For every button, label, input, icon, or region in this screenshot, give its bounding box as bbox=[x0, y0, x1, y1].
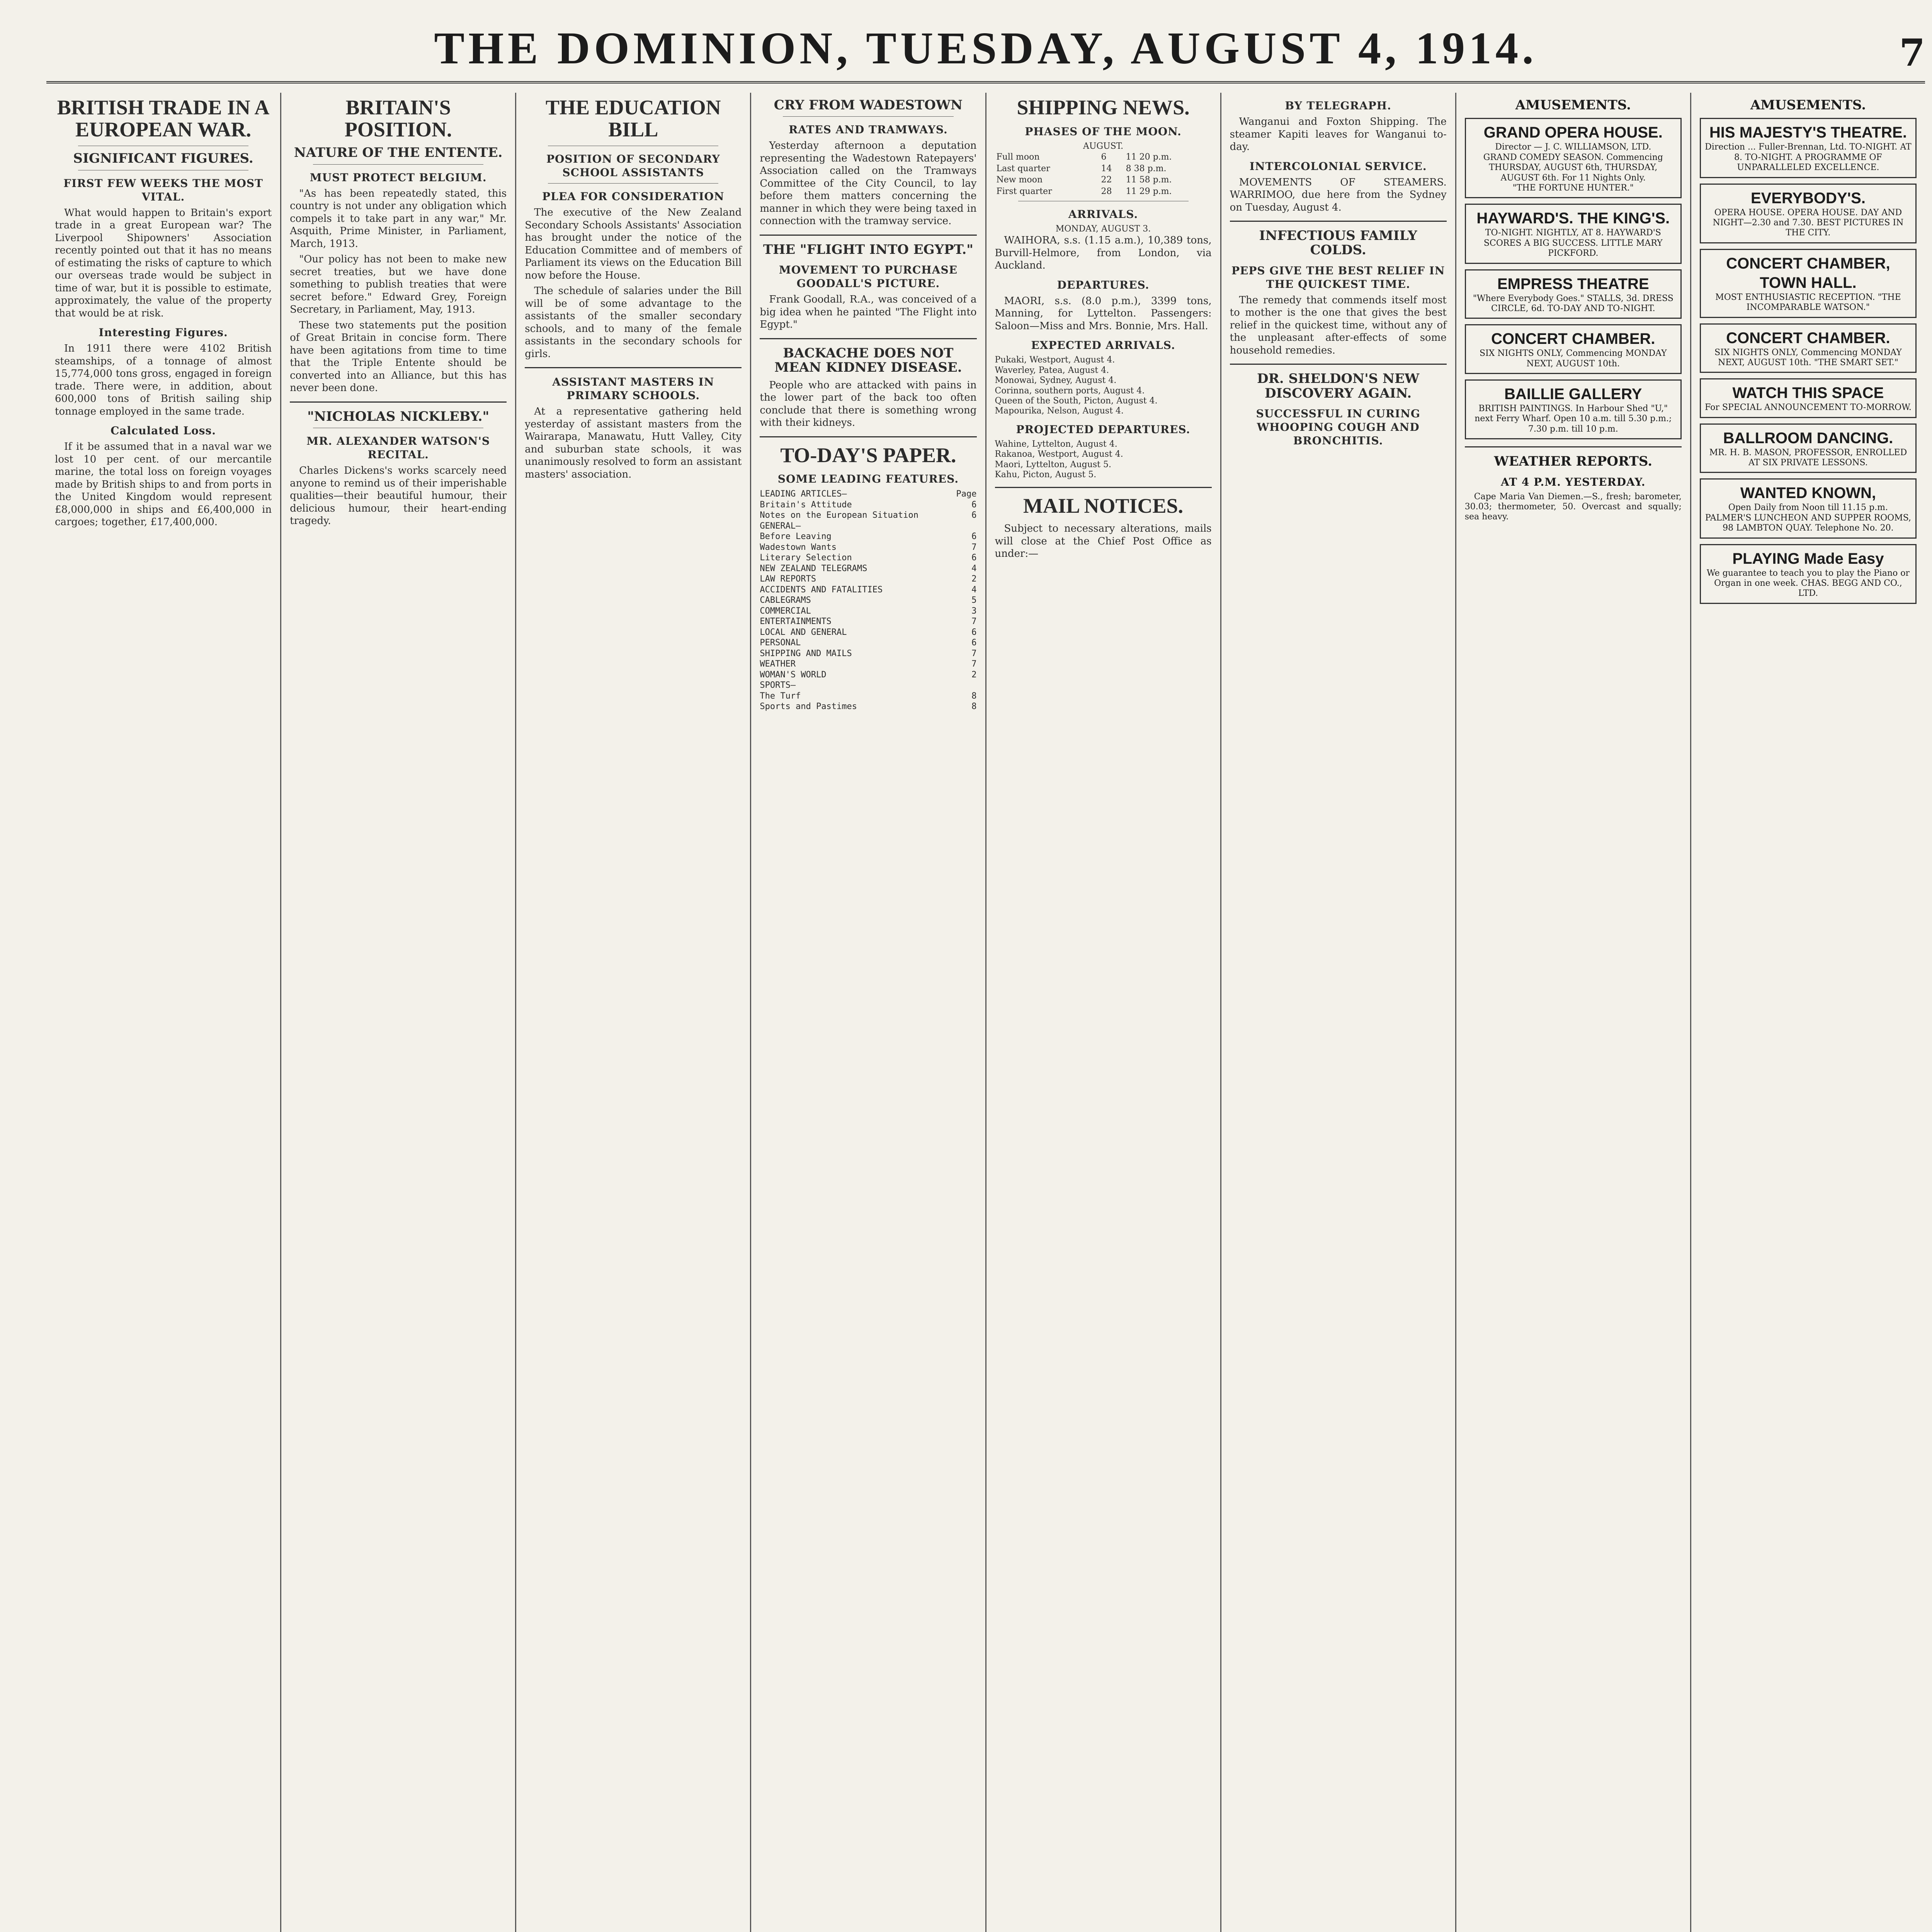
article-paragraph: "As has been repeatedly stated, this country is not under any obligation which compels it to take part in any war," Mr. Asquith, Prime Minister, in Parliament, March, 1913. bbox=[290, 187, 507, 250]
ad-title: GRAND OPERA HOUSE. bbox=[1483, 124, 1663, 141]
feature-label: Literary Selection bbox=[760, 553, 852, 563]
feature-page: 6 bbox=[971, 553, 977, 563]
feature-page: 2 bbox=[971, 670, 977, 680]
moon-phase: Last quarter bbox=[996, 163, 1050, 173]
section-heading-amusements: AMUSEMENTS. bbox=[1750, 97, 1866, 113]
ad-town-hall bbox=[1700, 249, 1917, 318]
headline-todays-paper: TO-DAY'S PAPER. bbox=[780, 443, 956, 467]
feature-row bbox=[760, 563, 976, 574]
projected-item: Kahu, Picton, August 5. bbox=[995, 469, 1097, 480]
headline-british-trade: BRITISH TRADE IN A EUROPEAN WAR. bbox=[57, 96, 270, 141]
feature-row bbox=[760, 659, 976, 670]
feature-label: COMMERCIAL bbox=[760, 606, 811, 616]
feature-label: GENERAL— bbox=[760, 521, 801, 531]
feature-label: LEADING ARTICLES— bbox=[760, 489, 847, 499]
headline-education-bill: THE EDUCATION BILL bbox=[546, 96, 721, 141]
feature-label: WOMAN'S WORLD bbox=[760, 670, 827, 680]
feature-page: 6 bbox=[971, 510, 977, 520]
moon-phase: Full moon bbox=[996, 152, 1040, 162]
ad-line: Director — J. C. WILLIAMSON, LTD. bbox=[1495, 142, 1651, 152]
feature-row bbox=[760, 489, 976, 500]
masthead bbox=[46, 15, 1925, 83]
moon-row bbox=[995, 163, 1212, 175]
departure-entry: MAORI, s.s. (8.0 p.m.), 3399 tons, Manning, for Lyttelton. Passengers: Saloon—Miss and Mrs. Bonnie, Mrs. Hall. bbox=[995, 295, 1212, 332]
subhead-first-weeks: FIRST FEW WEEKS THE MOST VITAL. bbox=[63, 177, 263, 203]
ad-body: GRAND COMEDY SEASON. Commencing THURSDAY, AUGUST 6th, THURSDAY, AUGUST 6th. For 11 Nights Only. bbox=[1483, 152, 1663, 183]
subhead-goodall-picture: MOVEMENT TO PURCHASE GOODALL'S PICTURE. bbox=[779, 264, 958, 290]
expected-item: Mapourika, Nelson, August 4. bbox=[995, 406, 1124, 416]
ad-body: We guarantee to teach you to play the Piano or Organ in one week. CHAS. BEGG AND CO., LTD. bbox=[1706, 568, 1910, 599]
divider bbox=[313, 164, 483, 165]
feature-page: Page bbox=[956, 489, 977, 499]
ad-title: EMPRESS THEATRE bbox=[1497, 275, 1649, 293]
article-paragraph: Frank Goodall, R.A., was conceived of a big idea when he painted "The Flight into Egypt." bbox=[760, 294, 977, 331]
moon-time: 11 58 p.m. bbox=[1126, 175, 1172, 185]
ad-title: WATCH THIS SPACE bbox=[1732, 384, 1884, 402]
subhead-plea: PLEA FOR CONSIDERATION bbox=[542, 190, 724, 203]
feature-row bbox=[760, 638, 976, 648]
moon-date: 14 bbox=[1101, 163, 1112, 173]
moon-date: 6 bbox=[1101, 152, 1107, 162]
arrivals-date: MONDAY, AUGUST 3. bbox=[1055, 224, 1151, 234]
arrival-entry: WAIHORA, s.s. (1.15 a.m.), 10,389 tons, Burvill-Helmore, from London, via Auckland. bbox=[995, 235, 1212, 272]
projected-item: Wahine, Lyttelton, August 4. bbox=[995, 439, 1117, 449]
subhead-significant-figures: SIGNIFICANT FIGURES. bbox=[73, 151, 253, 167]
headline-mail-notices: MAIL NOTICES. bbox=[1023, 494, 1184, 518]
feature-label: Before Leaving bbox=[760, 532, 832, 542]
ad-watch-this-space bbox=[1700, 378, 1917, 418]
headline-nicholas-nickleby: "NICHOLAS NICKLEBY." bbox=[307, 408, 490, 424]
column-2 bbox=[281, 93, 516, 1932]
expected-item: Monowai, Sydney, August 4. bbox=[995, 376, 1117, 386]
moon-time: 11 20 p.m. bbox=[1126, 152, 1172, 162]
ad-play: "THE FORTUNE HUNTER." bbox=[1512, 183, 1634, 193]
ad-title: EVERYBODY'S. bbox=[1750, 189, 1866, 207]
feature-label: The Turf bbox=[760, 691, 801, 701]
ad-ballroom-dancing bbox=[1700, 423, 1917, 473]
feature-row bbox=[760, 574, 976, 585]
feature-label: ENTERTAINMENTS bbox=[760, 617, 832, 627]
subhead-leading-features: SOME LEADING FEATURES. bbox=[777, 473, 959, 486]
feature-label: LAW REPORTS bbox=[760, 574, 816, 584]
moon-time: 8 38 p.m. bbox=[1126, 163, 1167, 173]
feature-page: 6 bbox=[971, 500, 977, 510]
article-paragraph: Wanganui and Foxton Shipping. The steamer Kapiti leaves for Wanganui to-day. bbox=[1230, 116, 1447, 153]
subhead-whooping-cough: SUCCESSFUL IN CURING WHOOPING COUGH AND BRONCHITIS. bbox=[1256, 407, 1420, 447]
ad-body: For SPECIAL ANNOUNCEMENT TO-MORROW. bbox=[1705, 403, 1912, 413]
ad-body: SIX NIGHTS ONLY, Commencing MONDAY NEXT, AUGUST 10th. bbox=[1480, 349, 1667, 369]
moon-row bbox=[995, 174, 1212, 186]
ad-title: CONCERT CHAMBER. bbox=[1726, 329, 1890, 347]
feature-row bbox=[760, 500, 976, 510]
headline-flight-into-egypt: THE "FLIGHT INTO EGYPT." bbox=[763, 242, 973, 257]
feature-label: Wadestown Wants bbox=[760, 542, 837, 552]
moon-phase: New moon bbox=[996, 175, 1043, 185]
subhead-calculated-loss: Calculated Loss. bbox=[111, 424, 216, 437]
section-rule bbox=[525, 367, 742, 368]
ad-body: Open Daily from Noon till 11.15 p.m. PALMER'S LUNCHEON AND SUPPER ROOMS, 98 LAMBTON QUAY. Telephone No. 20. bbox=[1705, 503, 1912, 533]
feature-label: WEATHER bbox=[760, 659, 796, 669]
feature-row bbox=[760, 510, 976, 521]
subhead-departures: DEPARTURES. bbox=[1057, 278, 1150, 291]
article-paragraph: The schedule of salaries under the Bill will be of some advantage to the assistants of the smaller secondary schools, and to many of the female assistants in the secondary schools for girls. bbox=[525, 285, 742, 360]
feature-label: SHIPPING AND MAILS bbox=[760, 648, 852, 658]
column-1 bbox=[46, 93, 281, 1932]
feature-label: PERSONAL bbox=[760, 638, 801, 648]
headline-backache: BACKACHE DOES NOT MEAN KIDNEY DISEASE. bbox=[774, 345, 962, 376]
moon-row bbox=[995, 151, 1212, 163]
ad-haywards bbox=[1465, 204, 1682, 264]
article-paragraph: The executive of the New Zealand Secondary Schools Assistants' Association has brought under the notice of the Education Committee and of members of Parliament its views on the Education Bill now before the House. bbox=[525, 207, 742, 281]
feature-page: 7 bbox=[971, 648, 977, 658]
projected-list bbox=[995, 439, 1212, 480]
feature-page: 3 bbox=[971, 606, 977, 616]
article-paragraph: The remedy that commends itself most to mother is the one that gives the best relief in the quickest time, without any of the unpleasant after-effects of some household remedies. bbox=[1230, 294, 1447, 356]
section-rule bbox=[1230, 221, 1447, 222]
section-heading-amusements: AMUSEMENTS. bbox=[1515, 97, 1631, 113]
article-paragraph: MOVEMENTS OF STEAMERS. WARRIMOO, due here from the Sydney on Tuesday, August 4. bbox=[1230, 176, 1447, 213]
expected-item: Queen of the South, Picton, August 4. bbox=[995, 396, 1158, 406]
ad-title: HIS MAJESTY'S THEATRE. bbox=[1709, 124, 1907, 141]
feature-label: SPORTS— bbox=[760, 680, 796, 690]
feature-row bbox=[760, 616, 976, 627]
article-paragraph: What would happen to Britain's export trade in a great European war? The Liverpool Shipowners' Association recently pointed out that it has no means of estimating the risks of capture to which our overseas trade would be subject in time of war, but it is possible to estimate, approximately, the value of the property that would be at risk. bbox=[55, 207, 272, 319]
feature-page: 5 bbox=[971, 595, 977, 605]
ad-body: Direction ... Fuller-Brennan, Ltd. TO-NIGHT. AT 8. TO-NIGHT. A PROGRAMME OF UNPARALLELED EXCELLENCE. bbox=[1705, 142, 1912, 173]
moon-date: 28 bbox=[1101, 186, 1112, 196]
feature-row bbox=[760, 606, 976, 617]
column-4 bbox=[751, 93, 986, 1932]
moon-phase: First quarter bbox=[996, 186, 1052, 196]
feature-row bbox=[760, 627, 976, 638]
divider bbox=[783, 116, 953, 117]
feature-page: 7 bbox=[971, 542, 977, 552]
ad-wanted-known bbox=[1700, 478, 1917, 538]
ad-title: BALLROOM DANCING. bbox=[1723, 429, 1893, 447]
ad-baillie-gallery bbox=[1465, 379, 1682, 439]
feature-row bbox=[760, 531, 976, 542]
ad-body: TO-NIGHT. NIGHTLY, AT 8. HAYWARD'S SCORES A BIG SUCCESS. LITTLE MARY PICKFORD. bbox=[1483, 228, 1663, 259]
ad-body: "Where Everybody Goes." STALLS, 3d. DRESS CIRCLE, 6d. TO-DAY AND TO-NIGHT. bbox=[1473, 293, 1673, 313]
projected-item: Maori, Lyttelton, August 5. bbox=[995, 459, 1111, 469]
ad-his-majestys bbox=[1700, 118, 1917, 178]
article-paragraph: Charles Dickens's works scarcely need anyone to remind us of their imperishable qualities—their beautiful humour, their delicious humour, their heart-ending tragedy. bbox=[290, 465, 507, 527]
feature-row bbox=[760, 553, 976, 563]
subhead-watson-recital: MR. ALEXANDER WATSON'S RECITAL. bbox=[306, 435, 490, 461]
subhead-entente: NATURE OF THE ENTENTE. bbox=[294, 145, 503, 161]
column-7 bbox=[1456, 93, 1691, 1932]
newspaper-title: THE DOMINION, TUESDAY, AUGUST 4, 1914. bbox=[434, 23, 1537, 73]
feature-page: 6 bbox=[971, 627, 977, 637]
feature-label: NEW ZEALAND TELEGRAMS bbox=[760, 563, 867, 573]
article-paragraph: People who are attacked with pains in the lower part of the back too often conclude that there is something wrong with their kidneys. bbox=[760, 379, 977, 429]
section-rule bbox=[290, 401, 507, 403]
subhead-interesting-figures: Interesting Figures. bbox=[99, 326, 228, 339]
section-rule bbox=[760, 436, 976, 437]
subhead-expected: EXPECTED ARRIVALS. bbox=[1031, 339, 1175, 352]
feature-label: Notes on the European Situation bbox=[760, 510, 918, 520]
page-number: 7 bbox=[1899, 31, 1925, 75]
ad-grand-opera-house bbox=[1465, 118, 1682, 198]
feature-page: 7 bbox=[971, 659, 977, 669]
feature-row bbox=[760, 701, 976, 712]
expected-item: Corinna, southern ports, August 4. bbox=[995, 386, 1145, 396]
ad-empress-theatre bbox=[1465, 269, 1682, 319]
feature-page: 4 bbox=[971, 563, 977, 573]
article-paragraph: At a representative gathering held yesterday of assistant masters from the Wairarapa, Manawatu, Hutt Valley, City and suburban state schools, it was unanimously resolved to form an assistant masters' association. bbox=[525, 406, 742, 480]
column-6 bbox=[1221, 93, 1456, 1932]
features-index bbox=[760, 489, 976, 712]
feature-label: LOCAL AND GENERAL bbox=[760, 627, 847, 637]
expected-list bbox=[995, 355, 1212, 416]
ad-playing-made-easy bbox=[1700, 544, 1917, 604]
article-paragraph: If it be assumed that in a naval war we lost 10 per cent. of our mercantile marine, the total loss on foreign voyages made by British ships to and from ports in the United Kingdom would represent £8,000,000 in ships and £6,400,000 in cargoes; together, £17,400,000. bbox=[55, 441, 272, 528]
headline-weather-reports: WEATHER REPORTS. bbox=[1494, 454, 1653, 469]
feature-label: CABLEGRAMS bbox=[760, 595, 811, 605]
subhead-peps: PEPS GIVE THE BEST RELIEF IN THE QUICKEST TIME. bbox=[1231, 264, 1445, 291]
moon-table bbox=[995, 151, 1212, 197]
ad-body: SIX NIGHTS ONLY, Commencing MONDAY NEXT, AUGUST 10th. "THE SMART SET." bbox=[1714, 347, 1902, 367]
ad-body: MR. H. B. MASON, PROFESSOR, ENROLLED AT SIX PRIVATE LESSONS. bbox=[1709, 447, 1907, 468]
feature-row bbox=[760, 595, 976, 606]
ad-title: WANTED KNOWN, bbox=[1740, 485, 1876, 502]
moon-date: 22 bbox=[1101, 175, 1112, 185]
ad-title: HAYWARD'S. THE KING'S. bbox=[1476, 210, 1670, 227]
ad-smart-set bbox=[1700, 323, 1917, 373]
moon-row bbox=[995, 186, 1212, 197]
article-paragraph: Yesterday afternoon a deputation representing the Wadestown Ratepayers' Association called on the Tramways Committee of the City Council, to lay before them matters concerning the manner in which they were being taxed in connection with the tramway service. bbox=[760, 140, 977, 227]
expected-item: Waverley, Patea, August 4. bbox=[995, 365, 1109, 375]
feature-page: 8 bbox=[971, 702, 977, 712]
feature-row bbox=[760, 680, 976, 691]
headline-britains-position: BRITAIN'S POSITION. bbox=[344, 96, 452, 141]
feature-row bbox=[760, 585, 976, 595]
ad-body: OPERA HOUSE. OPERA HOUSE. DAY AND NIGHT—2.30 and 7.30. BEST PICTURES IN THE CITY. bbox=[1713, 207, 1904, 238]
ad-body: BRITISH PAINTINGS. In Harbour Shed "U," next Ferry Wharf. Open 10 a.m. till 5.30 p.m.; 7.30 p.m. till 10 p.m. bbox=[1475, 404, 1672, 434]
article-paragraph: "Our policy has not been to make new secret treaties, but we have done something to publish treaties that were secret before." Edward Grey, Foreign Secretary, in Parliament, May, 1913. bbox=[290, 253, 507, 316]
section-rule bbox=[1230, 364, 1447, 365]
headline-wadestown: CRY FROM WADESTOWN bbox=[774, 97, 963, 113]
subhead-arrivals: ARRIVALS. bbox=[1068, 208, 1138, 221]
moon-time: 11 29 p.m. bbox=[1126, 186, 1172, 196]
column-8 bbox=[1691, 93, 1925, 1932]
feature-label: Britain's Attitude bbox=[760, 500, 852, 510]
subhead-secondary-assistants: POSITION OF SECONDARY SCHOOL ASSISTANTS bbox=[546, 153, 720, 179]
article-paragraph: Subject to necessary alterations, mails will close at the Chief Post Office as under:— bbox=[995, 523, 1212, 560]
divider bbox=[548, 183, 718, 184]
feature-page: 2 bbox=[971, 574, 977, 584]
expected-item: Pukaki, Westport, August 4. bbox=[995, 355, 1115, 365]
article-paragraph: These two statements put the position of Great Britain in concise form. There have been agitations from time to time that the Triple Entente should be converted into an Alliance, but this has never been done. bbox=[290, 319, 507, 394]
ad-title: CONCERT CHAMBER. bbox=[1491, 330, 1655, 348]
feature-row bbox=[760, 521, 976, 532]
subhead-by-telegraph: BY TELEGRAPH. bbox=[1285, 99, 1391, 112]
feature-row bbox=[760, 542, 976, 553]
subhead-intercolonial: INTERCOLONIAL SERVICE. bbox=[1249, 160, 1427, 173]
ad-title: CONCERT CHAMBER, TOWN HALL. bbox=[1726, 255, 1890, 291]
section-rule bbox=[760, 338, 976, 339]
feature-label: ACCIDENTS AND FATALITIES bbox=[760, 585, 883, 595]
headline-dr-sheldon: DR. SHELDON'S NEW DISCOVERY AGAIN. bbox=[1257, 371, 1420, 401]
feature-page: 6 bbox=[971, 638, 977, 648]
subhead-moon-phases: PHASES OF THE MOON. bbox=[1025, 125, 1182, 138]
column-3 bbox=[516, 93, 751, 1932]
ad-body: MOST ENTHUSIASTIC RECEPTION. "THE INCOMPARABLE WATSON." bbox=[1715, 292, 1901, 313]
subhead-projected: PROJECTED DEPARTURES. bbox=[1016, 423, 1190, 436]
feature-page: 4 bbox=[971, 585, 977, 595]
feature-page: 6 bbox=[971, 532, 977, 542]
ad-title: BAILLIE GALLERY bbox=[1504, 386, 1642, 403]
feature-row bbox=[760, 691, 976, 702]
feature-page: 8 bbox=[971, 691, 977, 701]
feature-row bbox=[760, 670, 976, 680]
subhead-rates-tramways: RATES AND TRAMWAYS. bbox=[789, 123, 948, 136]
feature-label: Sports and Pastimes bbox=[760, 702, 857, 712]
moon-month: AUGUST. bbox=[1083, 141, 1124, 151]
section-rule bbox=[995, 487, 1212, 488]
ad-title: PLAYING Made Easy bbox=[1732, 550, 1884, 567]
columns bbox=[46, 93, 1925, 1932]
subhead-weather-time: AT 4 P.M. YESTERDAY. bbox=[1501, 475, 1646, 488]
ad-everybodys bbox=[1700, 184, 1917, 243]
ad-concert-chamber bbox=[1465, 324, 1682, 374]
feature-row bbox=[760, 648, 976, 659]
subhead-belgium: MUST PROTECT BELGIUM. bbox=[310, 171, 487, 184]
article-paragraph: In 1911 there were 4102 British steamships, of a tonnage of almost 15,774,000 tons gross, engaged in foreign trade. There were, in addition, about 600,000 tons of British sailing ship tonnage employed in the same trade. bbox=[55, 343, 272, 417]
section-rule bbox=[1465, 446, 1682, 447]
feature-page: 7 bbox=[971, 617, 977, 627]
headline-assistant-masters: ASSISTANT MASTERS IN PRIMARY SCHOOLS. bbox=[552, 376, 714, 402]
weather-entry: Cape Maria Van Diemen.—S., fresh; barometer, 30.03; thermometer, 50. Overcast and squally; sea heavy. bbox=[1464, 492, 1682, 522]
column-5 bbox=[986, 93, 1221, 1932]
headline-shipping-news: SHIPPING NEWS. bbox=[1017, 96, 1190, 119]
projected-item: Rakanoa, Westport, August 4. bbox=[995, 449, 1123, 459]
section-rule bbox=[760, 235, 976, 236]
headline-family-colds: INFECTIOUS FAMILY COLDS. bbox=[1259, 228, 1417, 258]
